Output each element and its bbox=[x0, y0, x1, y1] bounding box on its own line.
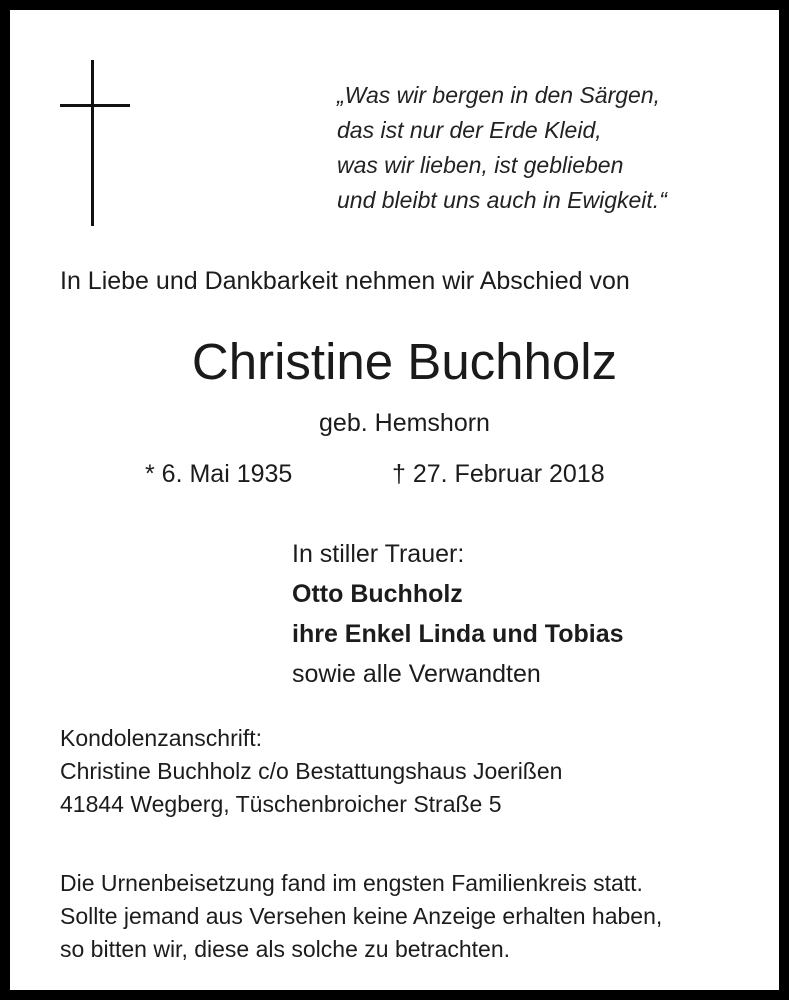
address-line: Christine Buchholz c/o Bestattungshaus Joerißen bbox=[60, 758, 563, 784]
mourners-others: sowie alle Verwandten bbox=[292, 660, 541, 688]
address-line: 41844 Wegberg, Tüschenbroicher Straße 5 bbox=[60, 791, 502, 817]
cross-horizontal-bar bbox=[60, 104, 130, 107]
quote-line: „Was wir bergen in den Särgen, bbox=[337, 82, 661, 108]
cross-vertical-bar bbox=[91, 60, 94, 226]
note-line: Die Urnenbeisetzung fand im engsten Familienkreis statt. bbox=[60, 870, 643, 896]
cross-icon bbox=[60, 60, 130, 226]
deceased-name: Christine Buchholz bbox=[191, 333, 618, 390]
memorial-quote bbox=[337, 78, 667, 218]
birth-date: * 6. Mai 1935 bbox=[145, 460, 293, 488]
mourner-name: Otto Buchholz bbox=[292, 580, 463, 608]
condolence-address bbox=[60, 722, 562, 821]
mourners-block bbox=[292, 534, 624, 694]
address-label: Kondolenzanschrift: bbox=[60, 725, 263, 751]
farewell-intro: In Liebe und Dankbarkeit nehmen wir Abschied von bbox=[60, 267, 630, 295]
death-date: † 27. Februar 2018 bbox=[392, 460, 605, 488]
quote-line: das ist nur der Erde Kleid, bbox=[337, 117, 602, 143]
quote-line: und bleibt uns auch in Ewigkeit.“ bbox=[337, 187, 667, 213]
maiden-name: geb. Hemshorn bbox=[319, 409, 490, 437]
quote-line: was wir lieben, ist geblieben bbox=[337, 152, 624, 178]
mourner-name: ihre Enkel Linda und Tobias bbox=[292, 620, 624, 648]
burial-note bbox=[60, 867, 662, 966]
mourners-heading: In stiller Trauer: bbox=[292, 540, 465, 568]
note-line: Sollte jemand aus Versehen keine Anzeige erhalten haben, bbox=[60, 903, 663, 929]
note-line: so bitten wir, diese als solche zu betrachten. bbox=[60, 936, 511, 962]
